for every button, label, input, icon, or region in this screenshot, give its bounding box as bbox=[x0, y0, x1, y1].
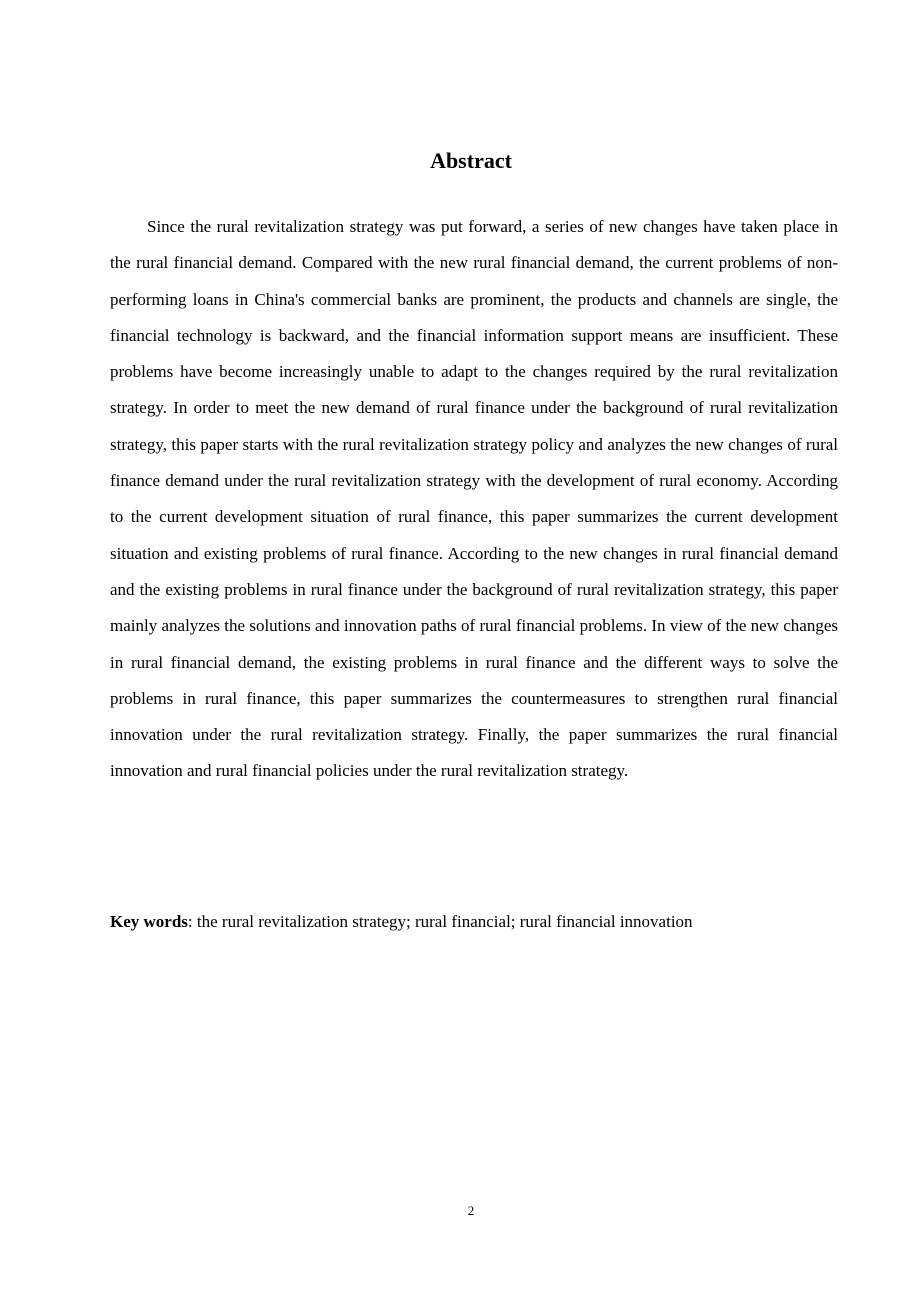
keywords-text: the rural revitalization strategy; rural financial; rural financial innovation bbox=[196, 912, 693, 931]
keywords-line bbox=[110, 904, 838, 940]
page-title: Abstract bbox=[430, 148, 512, 173]
page-number: 2 bbox=[467, 1203, 475, 1218]
abstract-paragraph: Since the rural revitalization strategy was put forward, a series of new changes have taken place in the rural financial demand. Compared with the new rural financial demand, the current problems of non-performing loans in China's commercial banks are prominent, the products and channels are single, the financial technology is backward, and the financial information support means are insufficient. These problems have become increasingly unable to adapt to the changes required by the rural revitalization strategy. In order to meet the new demand of rural finance under the background of rural revitalization strategy, this paper starts with the rural revitalization strategy policy and analyzes the new changes of rural finance demand under the rural revitalization strategy with the development of rural economy. According to the current development situation of rural finance, this paper summarizes the current development situation and existing problems of rural finance. According to the new changes in rural financial demand and the existing problems in rural finance under the background of rural revitalization strategy, this paper mainly analyzes the solutions and innovation paths of rural financial problems. In view of the new changes in rural financial demand, the existing problems in rural finance and the different ways to solve the problems in rural finance, this paper summarizes the countermeasures to strengthen rural financial innovation under the rural revitalization strategy. Finally, the paper summarizes the rural financial innovation and rural financial policies under the rural revitalization strategy. bbox=[110, 217, 838, 781]
keywords-label: Key words bbox=[110, 912, 188, 931]
keywords-separator: : bbox=[187, 912, 197, 931]
